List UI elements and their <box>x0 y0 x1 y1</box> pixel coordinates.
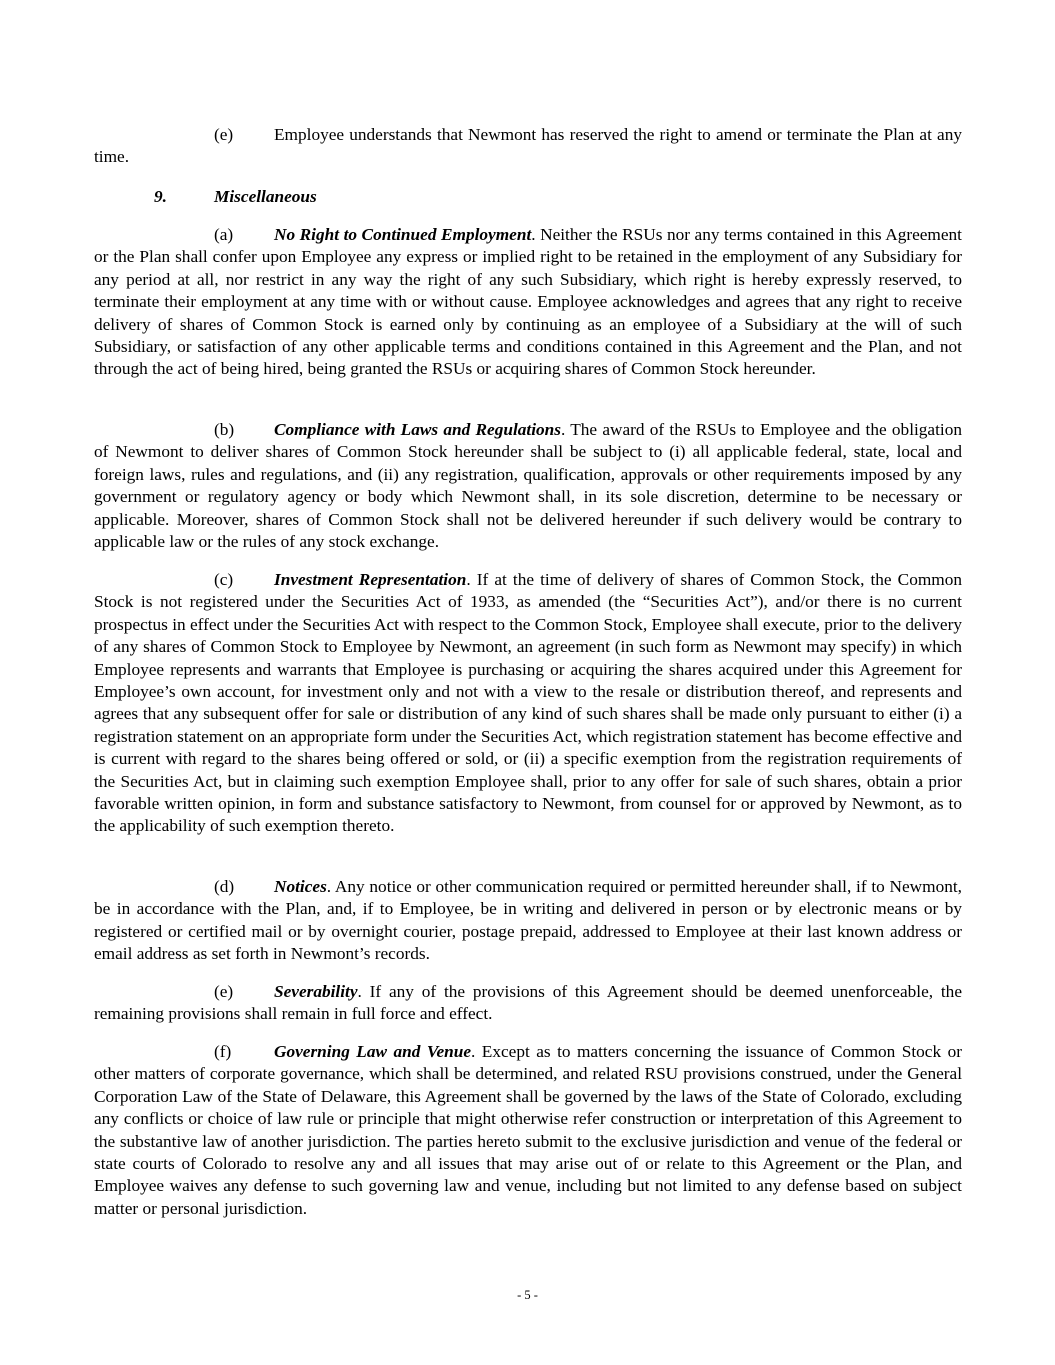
paragraph-title: Notices <box>274 877 327 896</box>
paragraph-text: . Any notice or other communication required or permitted hereunder shall, if to Newmont, be in accordance with the Plan, and, if to Employee, be in writing and delivered in person or by electronic means or by registered or certified mail or by overnight courier, postage prepaid, addressed to Employee at their last known address or email address as set forth in Newmont’s records. <box>94 877 962 964</box>
paragraph-title: Governing Law and Venue <box>274 1042 472 1061</box>
paragraph-b-compliance <box>94 419 962 553</box>
paragraph-title: No Right to Continued Employment <box>274 225 532 244</box>
paragraph-c-investment-representation <box>94 569 962 838</box>
paragraph-title: Compliance with Laws and Regulations <box>274 420 561 439</box>
paragraph-label: (e) <box>214 125 234 144</box>
paragraph-label: (d) <box>214 877 235 896</box>
section-title: Miscellaneous <box>214 187 317 206</box>
page-number: - 5 - <box>517 1288 538 1302</box>
paragraph-text: Employee understands that Newmont has reserved the right to amend or terminate the Plan at any time. <box>94 125 962 167</box>
paragraph-d-notices <box>94 876 962 966</box>
paragraph-text: . Neither the RSUs nor any terms contained in this Agreement or the Plan shall confer upon Employee any express or implied right to be retained in the employment of any Subsidiary for any period at all, nor restrict in any way the right of any such Subsidiary, which right is hereby expressly reserved, to terminate their employment at any time with or without cause. Employee acknowledges and agrees that any right to receive delivery of shares of Common Stock is earned only by continuing as an employee of a Subsidiary at the will of such Subsidiary, or satisfaction of any other applicable terms and conditions contained in this Agreement and the Plan, and not through the act of being hired, being granted the RSUs or acquiring shares of Common Stock hereunder. <box>94 225 962 379</box>
section-number: 9. <box>154 187 167 206</box>
paragraph-text: . The award of the RSUs to Employee and the obligation of Newmont to deliver shares of Common Stock hereunder shall be subject to (i) all applicable federal, state, local and foreign laws, rules and regulations, and (ii) any registration, qualification, approvals or other requirements imposed by any government or regulatory agency or body which Newmont shall, in its sole discretion, determine to be necessary or applicable. Moreover, shares of Common Stock shall not be delivered hereunder if such delivery would be contrary to applicable law or the rules of any stock exchange. <box>94 420 962 552</box>
paragraph-label: (e) <box>214 982 234 1001</box>
paragraph-title: Investment Representation <box>274 570 467 589</box>
paragraph-label: (f) <box>214 1042 232 1061</box>
paragraph-a-continued-employment <box>94 224 962 381</box>
paragraph-text: . Except as to matters concerning the issuance of Common Stock or other matters of corporate governance, which shall be determined, and related RSU provisions construed, under the General Corporation Law of the State of Delaware, this Agreement shall be governed by the laws of the State of Colorado, excluding any conflicts or choice of law rule or principle that might otherwise refer construction or interpretation of this Agreement to the substantive law of another jurisdiction. The parties hereto submit to the exclusive jurisdiction and venue of the federal or state courts of Colorado to resolve any and all issues that may arise out of or relate to this Agreement or the Plan, and Employee waives any defense to such governing law and venue, including but not limited to any defense based on subject matter or personal jurisdiction. <box>94 1042 962 1218</box>
paragraph-label: (a) <box>214 225 234 244</box>
paragraph-label: (b) <box>214 420 235 439</box>
paragraph-f-governing-law <box>94 1041 962 1220</box>
paragraph-title: Severability <box>274 982 358 1001</box>
paragraph-label: (c) <box>214 570 234 589</box>
paragraph-e-severability <box>94 981 962 1026</box>
section-heading <box>154 186 317 208</box>
paragraph-text: . If at the time of delivery of shares of Common Stock, the Common Stock is not registered under the Securities Act of 1933, as amended (the “Securities Act”), and/or there is no current prospectus in effect under the Securities Act with respect to the Common Stock, Employee shall execute, prior to the delivery of any shares of Common Stock to Employee by Newmont, an agreement (in such form as Newmont may specify) in which Employee represents and warrants that Employee is purchasing or acquiring the shares acquired under this Agreement for Employee’s own account, for investment only and not with a view to the resale or distribution thereof, and represents and agrees that any subsequent offer for sale or distribution of any kind of such shares shall be made only pursuant to either (i) a registration statement on an appropriate form under the Securities Act, which registration statement has become effective and is current with regard to the shares being offered or sold, or (ii) a specific exemption from the registration requirements of the Securities Act, but in claiming such exemption Employee shall, prior to any offer for sale of such shares, obtain a prior favorable written opinion, in form and substance satisfactory to Newmont, from counsel for or approved by Newmont, as to the applicability of such exemption thereto. <box>94 570 962 836</box>
paragraph-text: . If any of the provisions of this Agreement should be deemed unenforceable, the remaining provisions shall remain in full force and effect. <box>94 982 962 1024</box>
paragraph-e-plan-amendment <box>94 124 962 169</box>
